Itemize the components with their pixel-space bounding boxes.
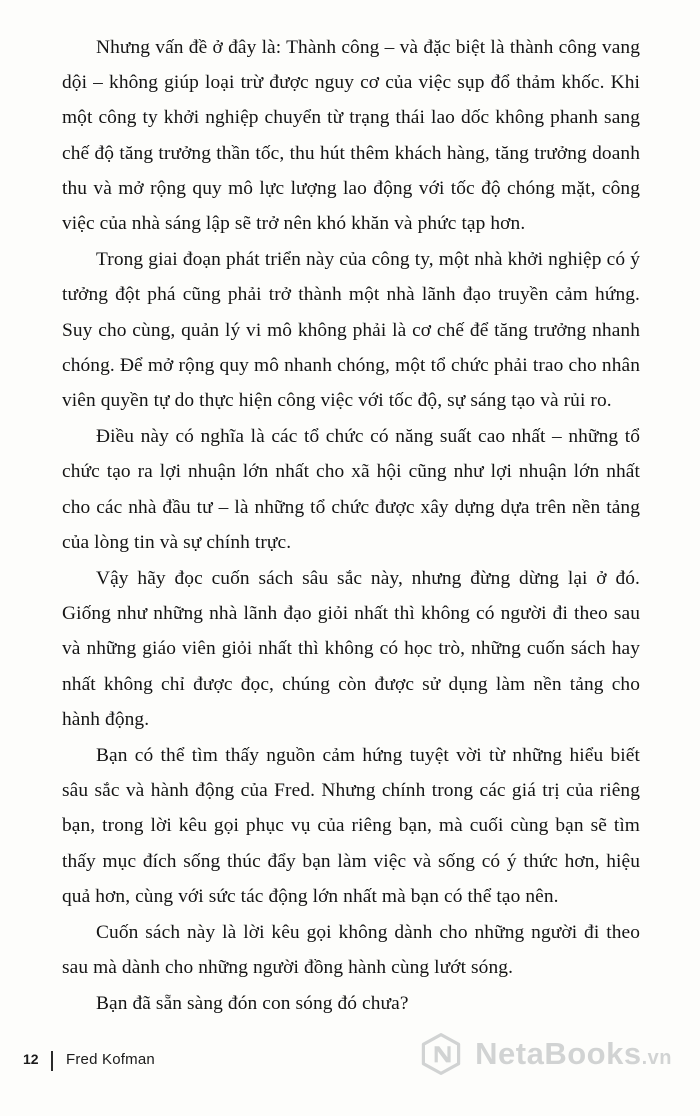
paragraph: Bạn đã sẵn sàng đón con sóng đó chưa? [96,993,409,1015]
page-number: 12 [23,1051,39,1067]
watermark-brand-name: NetaBooks [475,1036,642,1071]
watermark-brand-suffix: .vn [641,1047,672,1069]
paragraph: Trong giai đoạn phát triển này của công ty, một nhà khởi nghiệp có ý tưởng đột phá cũng phải trở thành một nhà lãnh đạo truyền cảm hứng. Suy cho cùng, quản lý vi mô không phải là cơ chế để tăng trưởng nhanh chóng. Để mở rộng quy mô nhanh chóng, một tổ chức phải trao cho nhân viên quyền tự do thực hiện công việc với tốc độ, sự sáng tạo và rủi ro. [62,249,640,412]
paragraph: Bạn có thể tìm thấy nguồn cảm hứng tuyệt vời từ những hiểu biết sâu sắc và hành động của Fred. Nhưng chính trong các giá trị của riêng bạn, trong lời kêu gọi phục vụ của riêng bạn, mà cuối cùng bạn sẽ tìm thấy mục đích sống thúc đẩy bạn làm việc và sống có ý thức hơn, hiệu quả hơn, cùng với sức tác động lớn nhất mà bạn có thể tạo nên. [62,745,640,907]
page-body [62,30,640,1023]
watermark [419,1032,672,1076]
running-author-name: Fred Kofman [66,1051,155,1068]
paragraph: Vậy hãy đọc cuốn sách sâu sắc này, nhưng đừng dừng lại ở đó. Giống như những nhà lãnh đạo giỏi nhất thì không có người đi theo sau và những giáo viên giỏi nhất thì không có học trò, những cuốn sách hay nhất không chỉ được đọc, chúng còn được sử dụng làm nền tảng cho hành động. [62,568,640,730]
netabooks-logo-icon [419,1032,463,1076]
paragraph: Điều này có nghĩa là các tổ chức có năng suất cao nhất – những tổ chức tạo ra lợi nhuận lớn nhất cho xã hội cũng như lợi nhuận lớn nhất cho các nhà đầu tư – là những tổ chức được xây dựng dựa trên nền tảng của lòng tin và sự chính trực. [62,426,640,553]
paragraph: Nhưng vấn đề ở đây là: Thành công – và đặc biệt là thành công vang dội – không giúp loại trừ được nguy cơ của việc sụp đổ thảm khốc. Khi một công ty khởi nghiệp chuyển từ trạng thái lao dốc không phanh sang chế độ tăng trưởng thần tốc, thu hút thêm khách hàng, tăng trưởng doanh thu và mở rộng quy mô lực lượng lao động với tốc độ chóng mặt, công việc của nhà sáng lập sẽ trở nên khó khăn và phức tạp hơn. [62,37,640,235]
page-footer [0,1006,700,1116]
paragraph: Cuốn sách này là lời kêu gọi không dành cho những người đi theo sau mà dành cho những người đồng hành cùng lướt sóng. [62,922,640,979]
footer-divider [51,1051,53,1071]
watermark-brand [475,1036,672,1072]
